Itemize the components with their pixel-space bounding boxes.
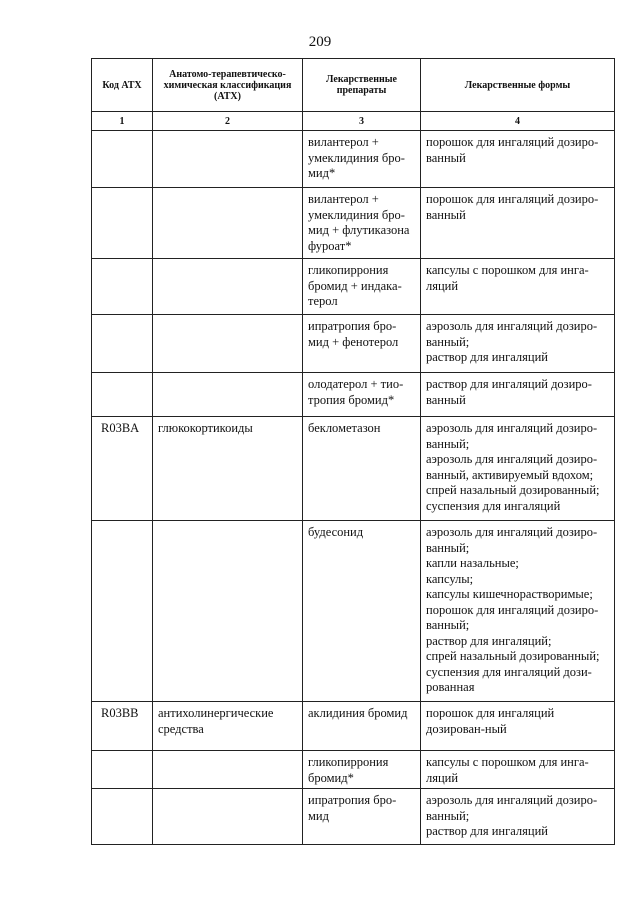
atx-code-text bbox=[92, 373, 152, 379]
header-dosage-forms: Лекарственные формы bbox=[421, 59, 615, 112]
dosage-forms-list bbox=[421, 789, 614, 842]
atx-code-text bbox=[92, 315, 152, 321]
atx-classification-cell bbox=[153, 315, 303, 373]
atx-classification-text bbox=[153, 259, 302, 265]
drug-name-text: вилантерол + умеклидиния бро-мид + флутиказона фуроат* bbox=[308, 192, 410, 253]
drug-name-cell bbox=[303, 373, 421, 417]
dosage-form: аэрозоль для ингаляций дозиро-ванный; bbox=[426, 421, 598, 451]
column-number: 2 bbox=[153, 112, 303, 131]
drug-name-text: гликопиррония бромид* bbox=[308, 755, 389, 785]
dosage-forms-list bbox=[421, 131, 614, 168]
table-row bbox=[92, 702, 615, 751]
atx-classification-cell bbox=[153, 751, 303, 789]
drug-name-text: аклидиния бромид bbox=[308, 706, 408, 720]
atx-classification-text: антихолинергические средства bbox=[158, 706, 274, 736]
dosage-forms-cell bbox=[421, 188, 615, 259]
column-number: 3 bbox=[303, 112, 421, 131]
dosage-form: аэрозоль для ингаляций дозиро-ванный, активируемый вдохом; bbox=[426, 452, 598, 482]
dosage-form: спрей назальный дозированный; bbox=[426, 483, 600, 497]
dosage-forms-cell bbox=[421, 131, 615, 188]
atx-code-cell bbox=[92, 259, 153, 315]
dosage-forms-cell bbox=[421, 751, 615, 789]
atx-code-cell bbox=[92, 417, 153, 521]
dosage-forms-cell bbox=[421, 259, 615, 315]
table-row bbox=[92, 789, 615, 845]
dosage-form: аэрозоль для ингаляций дозиро-ванный; bbox=[426, 319, 598, 349]
header-atx-classification: Анатомо-терапевтическо-химическая классификация (АТХ) bbox=[153, 59, 303, 112]
drug-name-cell bbox=[303, 521, 421, 702]
dosage-form: раствор для ингаляций bbox=[426, 350, 548, 364]
drug-name-cell bbox=[303, 188, 421, 259]
table-row bbox=[92, 188, 615, 259]
drug-name-cell bbox=[303, 789, 421, 845]
dosage-forms-list bbox=[421, 188, 614, 225]
atx-code-cell bbox=[92, 702, 153, 751]
atx-classification-text bbox=[153, 188, 302, 194]
drug-name-text: ипратропия бро-мид + фенотерол bbox=[308, 319, 399, 349]
atx-code-text bbox=[92, 131, 152, 137]
drug-name-text: вилантерол + умеклидиния бро-мид* bbox=[308, 135, 405, 180]
table-row bbox=[92, 259, 615, 315]
dosage-forms-cell bbox=[421, 315, 615, 373]
atx-code-text bbox=[92, 789, 152, 795]
drug-name-cell bbox=[303, 131, 421, 188]
table-row bbox=[92, 521, 615, 702]
dosage-form: спрей назальный дозированный; bbox=[426, 649, 600, 663]
atx-code-text bbox=[92, 751, 152, 757]
atx-code-cell bbox=[92, 521, 153, 702]
atx-code-text bbox=[92, 188, 152, 194]
dosage-form: капсулы кишечнорастворимые; bbox=[426, 587, 593, 601]
table-header-row bbox=[92, 59, 615, 112]
dosage-forms-cell bbox=[421, 702, 615, 751]
dosage-forms-list bbox=[421, 521, 614, 698]
drug-name-text: гликопиррония бромид + индака-терол bbox=[308, 263, 402, 308]
dosage-forms-cell bbox=[421, 521, 615, 702]
atx-classification-text: глюкокортикоиды bbox=[158, 421, 253, 435]
atx-classification-text bbox=[153, 373, 302, 379]
table-row bbox=[92, 417, 615, 521]
drug-name-cell bbox=[303, 259, 421, 315]
dosage-forms-list bbox=[421, 373, 614, 410]
atx-classification-cell bbox=[153, 373, 303, 417]
atx-code-cell bbox=[92, 751, 153, 789]
atx-code-text: R03BB bbox=[101, 706, 139, 720]
dosage-form: раствор для ингаляций дозиро-ванный bbox=[426, 377, 592, 407]
dosage-form: аэрозоль для ингаляций дозиро-ванный; bbox=[426, 525, 598, 555]
atx-classification-text bbox=[153, 315, 302, 321]
table-row bbox=[92, 315, 615, 373]
atx-classification-text bbox=[153, 789, 302, 795]
dosage-forms-list bbox=[421, 259, 614, 296]
drug-classification-table bbox=[91, 58, 615, 845]
column-number: 4 bbox=[421, 112, 615, 131]
atx-code-cell bbox=[92, 373, 153, 417]
atx-classification-cell bbox=[153, 131, 303, 188]
dosage-form: капсулы с порошком для инга-ляций bbox=[426, 263, 589, 293]
table-row bbox=[92, 131, 615, 188]
atx-code-text bbox=[92, 259, 152, 265]
atx-code-cell bbox=[92, 789, 153, 845]
dosage-forms-list bbox=[421, 417, 614, 516]
table-row bbox=[92, 373, 615, 417]
column-number: 1 bbox=[92, 112, 153, 131]
dosage-form: капсулы; bbox=[426, 571, 474, 586]
atx-code-cell bbox=[92, 131, 153, 188]
atx-classification-cell bbox=[153, 789, 303, 845]
dosage-form: суспензия для ингаляций дози-рованная bbox=[426, 664, 592, 694]
dosage-form: капли назальные; bbox=[426, 556, 519, 570]
table-row bbox=[92, 751, 615, 789]
dosage-form: суспензия для ингаляций bbox=[426, 498, 561, 513]
atx-classification-cell bbox=[153, 188, 303, 259]
dosage-form: порошок для ингаляций дозиро-ванный bbox=[426, 135, 599, 165]
dosage-form: капсулы с порошком для инга-ляций bbox=[426, 755, 589, 785]
dosage-form: порошок для ингаляций дозиро-ванный; bbox=[426, 602, 599, 632]
atx-classification-cell bbox=[153, 702, 303, 751]
atx-code-text bbox=[92, 521, 152, 527]
dosage-forms-cell bbox=[421, 417, 615, 521]
header-atx-code: Код АТХ bbox=[92, 59, 153, 112]
drug-name-text: олодатерол + тио-тропия бромид* bbox=[308, 377, 404, 407]
atx-code-text: R03BA bbox=[101, 421, 140, 435]
drug-name-cell bbox=[303, 751, 421, 789]
dosage-forms-list bbox=[421, 751, 614, 788]
dosage-form: порошок для ингаляций дозирован-ный bbox=[426, 706, 555, 736]
drug-name-text: беклометазон bbox=[308, 421, 381, 435]
drug-name-text: ипратропия бро-мид bbox=[308, 793, 397, 823]
atx-classification-text bbox=[153, 521, 302, 527]
drug-name-cell bbox=[303, 417, 421, 521]
page-number: 209 bbox=[308, 34, 332, 50]
dosage-forms-cell bbox=[421, 373, 615, 417]
atx-classification-text bbox=[153, 131, 302, 137]
dosage-form: раствор для ингаляций; bbox=[426, 633, 552, 648]
dosage-forms-list bbox=[421, 315, 614, 368]
column-number-row bbox=[92, 112, 615, 131]
atx-classification-cell bbox=[153, 259, 303, 315]
atx-classification-cell bbox=[153, 417, 303, 521]
drug-name-text: будесонид bbox=[308, 525, 364, 539]
header-drugs: Лекарственные препараты bbox=[303, 59, 421, 112]
atx-classification-cell bbox=[153, 521, 303, 702]
dosage-forms-cell bbox=[421, 789, 615, 845]
atx-classification-text bbox=[153, 751, 302, 757]
drug-name-cell bbox=[303, 315, 421, 373]
atx-code-cell bbox=[92, 315, 153, 373]
drug-name-cell bbox=[303, 702, 421, 751]
dosage-form: аэрозоль для ингаляций дозиро-ванный; bbox=[426, 793, 598, 823]
dosage-form: порошок для ингаляций дозиро-ванный bbox=[426, 192, 599, 222]
atx-code-cell bbox=[92, 188, 153, 259]
dosage-form: раствор для ингаляций bbox=[426, 824, 548, 838]
dosage-forms-list bbox=[421, 702, 614, 739]
